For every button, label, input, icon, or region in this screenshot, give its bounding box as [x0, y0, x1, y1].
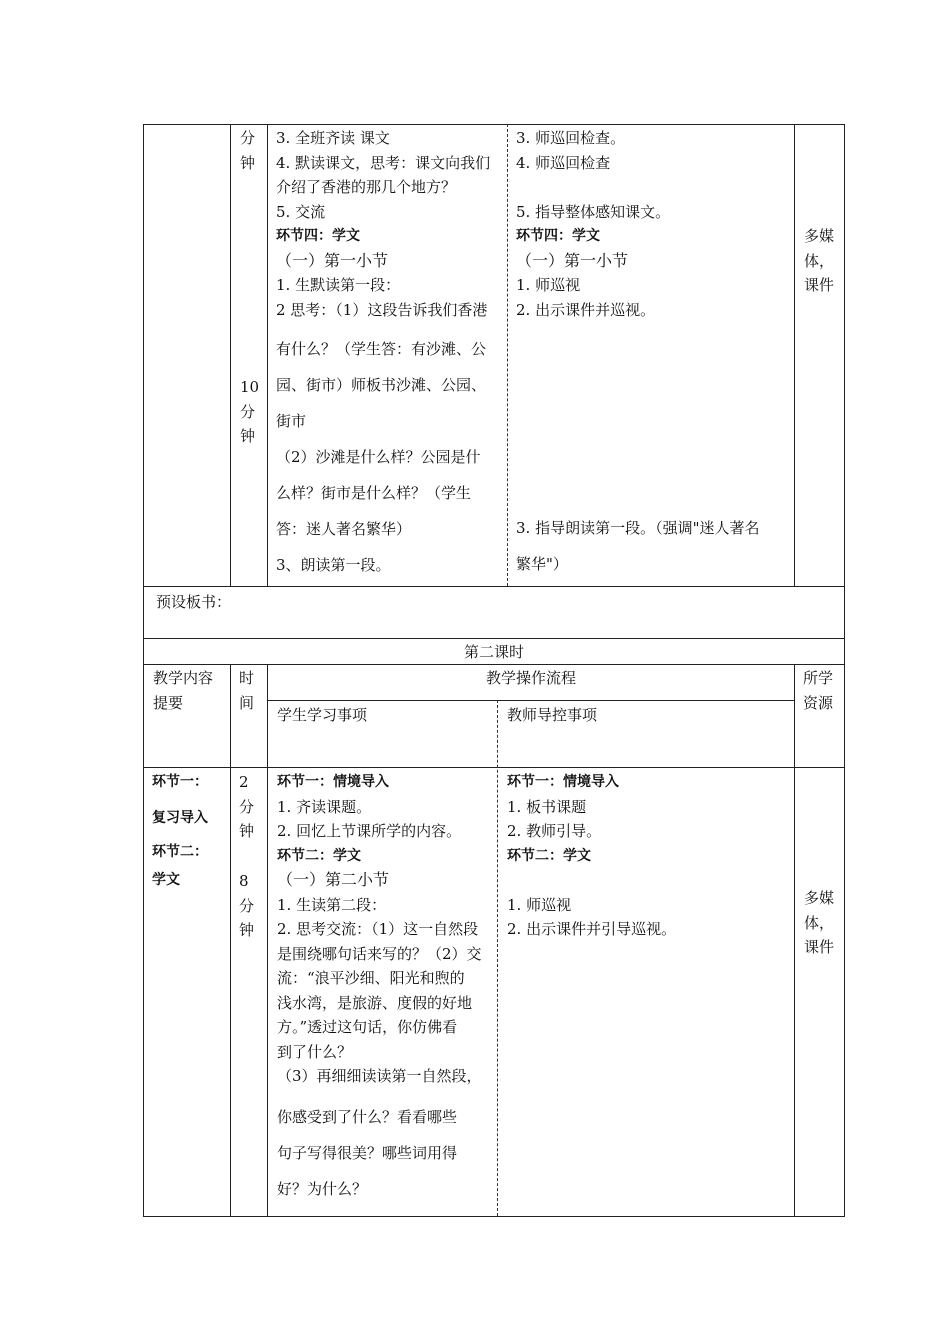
resource-cell: 多媒 体， 课件 — [804, 889, 835, 956]
header-teacher: 教师导控事项 — [507, 706, 598, 724]
section-heading: 环节四：学文 — [276, 228, 360, 244]
header-student: 学生学习事项 — [277, 706, 368, 724]
teacher-activities-bottom: 3. 指导朗读第一段。（强调"迷人著名 繁华"） — [516, 519, 760, 573]
time-cell-top: 分 钟 — [240, 129, 256, 172]
time-cell-a: 2 分 钟 — [239, 773, 255, 840]
teacher-activities: 环节一：情境导入 1. 板书课题 2. 教师引导。 环节二：学文 1. 师巡视 2. 出示课件并引导巡视。 — [507, 770, 676, 942]
header-resource: 所学 资源 — [803, 669, 834, 712]
section-heading: 环节二：学文 — [277, 847, 361, 864]
resource-cell: 多媒 体， 课件 — [804, 227, 835, 294]
student-activities: 环节一：情境导入 1. 齐读课题。 2. 回忆上节课所学的内容。 环节二：学文 （一）第二小节 1. 生读第二段： 2. 思考交流：（1）这一自然段 是围绕哪句话来写的？（2）交 流：“浪平沙细、阳光和煦的 浅水湾，是旅游、度假的好地 方。”透过这句话，你仿佛看 到了什么？ （3）再细细读读第一自然段， — [277, 770, 482, 1089]
section-heading: 环节一：情境导入 — [507, 774, 619, 790]
section-heading: 环节一：情境导入 — [277, 774, 389, 790]
content-summary: 环节一： 复习导入 环节二： 学文 — [152, 774, 208, 888]
header-flow: 教学操作流程 — [485, 669, 576, 687]
header-content: 教学内容 提要 — [153, 669, 214, 712]
board-preset: 预设板书： — [156, 593, 232, 611]
student-activities: 3. 全班齐读 课文 4. 默读课文，思考：课文向我们 介绍了香港的那几个地方？ 5. 交流 环节四：学文 （一）第一小节 1. 生默读第一段： 2 思考：（1）这段告诉我们香港 — [276, 129, 491, 319]
lesson-title: 第二课时 — [463, 643, 524, 661]
student-activities-loose: 有什么？（学生答：有沙滩、公 园、街市）师板书沙滩、公园、 街市 （2）沙滩是什么样？公园是什 么样？街市是什么样？（学生 答：迷人著名繁华） 3、朗读第一段。 — [276, 340, 487, 574]
student-activities-loose: 你感受到了什么？看看哪些 句子写得很美？哪些词用得 好？为什么？ — [277, 1108, 458, 1198]
time-cell-b: 8 分 钟 — [239, 872, 255, 939]
section-heading: 环节二：学文 — [507, 847, 591, 864]
time-cell-mid: 10 分 钟 — [240, 378, 260, 445]
header-time: 时 间 — [239, 669, 255, 712]
section-heading: 环节四：学文 — [516, 228, 600, 244]
teacher-activities: 3. 师巡回检查。 4. 师巡回检查 5. 指导整体感知课文。 环节四：学文 （一）第一小节 1. 师巡视 2. 出示课件并巡视。 — [516, 129, 671, 319]
